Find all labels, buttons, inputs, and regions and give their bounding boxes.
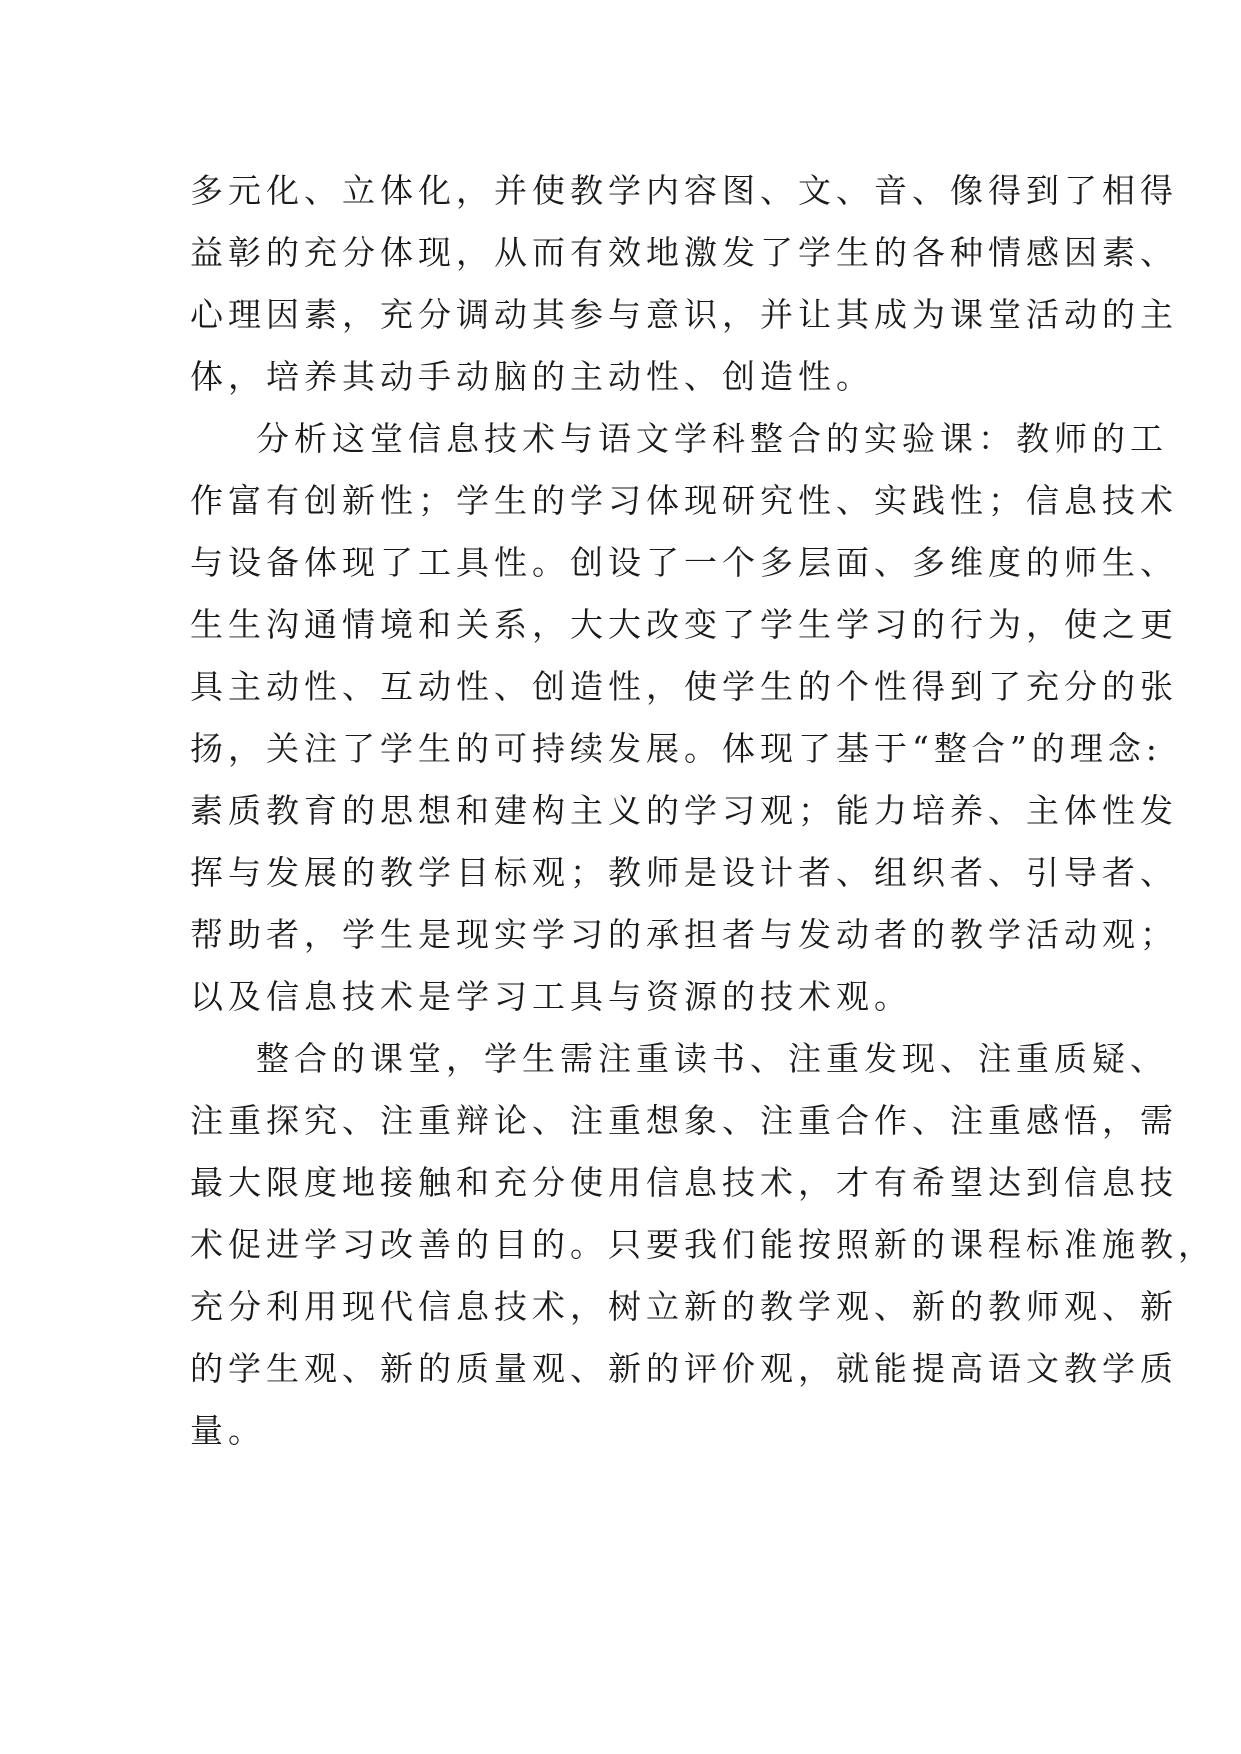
text-line: 注重探究、注重辩论、注重想象、注重合作、注重感悟，需 <box>190 1101 1178 1140</box>
text-line: 作富有创新性；学生的学习体现研究性、实践性；信息技术 <box>190 481 1178 520</box>
text-line: 体，培养其动手动脑的主动性、创造性。 <box>190 357 874 396</box>
text-line: 扬，关注了学生的可持续发展。体现了基于“整合”的理念: <box>190 729 1162 768</box>
text-line: 分析这堂信息技术与语文学科整合的实验课：教师的工 <box>256 419 1168 458</box>
text-line: 量。 <box>190 1411 266 1450</box>
text-line: 心理因素，充分调动其参与意识，并让其成为课堂活动的主 <box>190 295 1178 334</box>
text-line: 益彰的充分体现，从而有效地激发了学生的各种情感因素、 <box>190 233 1178 272</box>
text-line: 生生沟通情境和关系，大大改变了学生学习的行为，使之更 <box>190 605 1178 644</box>
text-line: 素质教育的思想和建构主义的学习观；能力培养、主体性发 <box>190 791 1178 830</box>
text-line: 以及信息技术是学习工具与资源的技术观。 <box>190 977 912 1016</box>
text-line: 具主动性、互动性、创造性，使学生的个性得到了充分的张 <box>190 667 1178 706</box>
text-line: 充分利用现代信息技术，树立新的教学观、新的教师观、新 <box>190 1287 1178 1326</box>
text-line: 与设备体现了工具性。创设了一个多层面、多维度的师生、 <box>190 543 1178 582</box>
text-line: 多元化、立体化，并使教学内容图、文、音、像得到了相得 <box>190 171 1178 210</box>
text-line: 最大限度地接触和充分使用信息技术，才有希望达到信息技 <box>190 1163 1178 1202</box>
text-line: 帮助者，学生是现实学习的承担者与发动者的教学活动观； <box>190 915 1178 954</box>
text-line: 的学生观、新的质量观、新的评价观，就能提高语文教学质 <box>190 1349 1178 1388</box>
text-line: 整合的课堂，学生需注重读书、注重发现、注重质疑、 <box>256 1039 1168 1078</box>
text-line: 术促进学习改善的目的。只要我们能按照新的课程标准施教， <box>190 1225 1216 1264</box>
body-text <box>190 160 1216 1462</box>
text-line: 挥与发展的教学目标观；教师是设计者、组织者、引导者、 <box>190 853 1178 892</box>
